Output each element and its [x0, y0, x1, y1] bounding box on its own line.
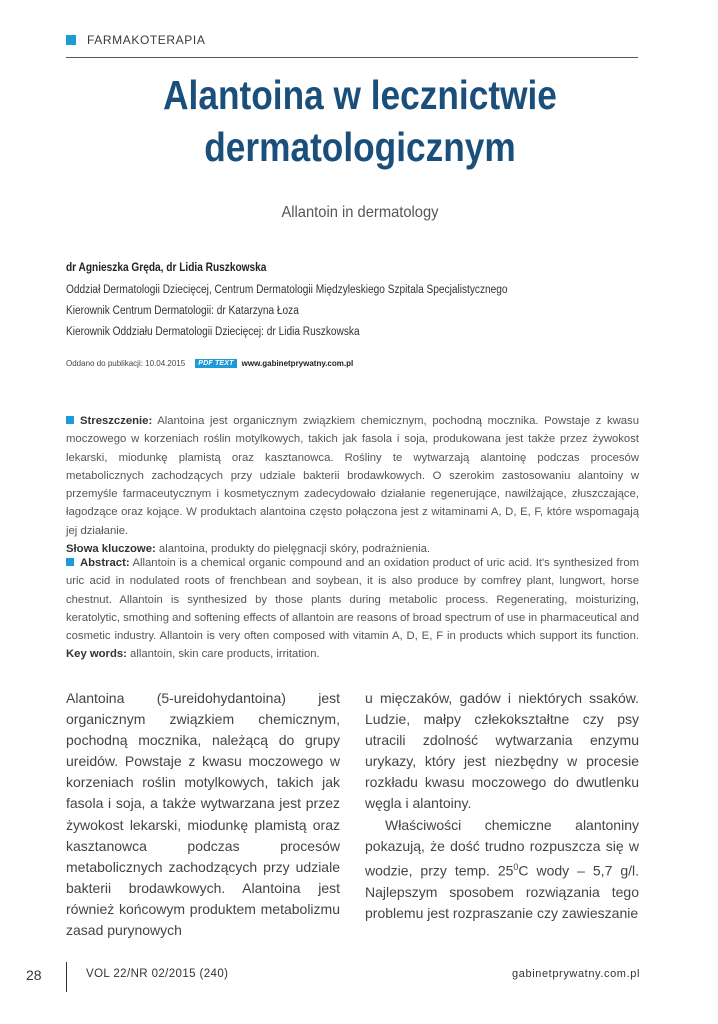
- abstract-polish: [66, 412, 639, 558]
- keywords-pl-label: Słowa kluczowe:: [66, 543, 156, 556]
- abstract-square-icon: [66, 416, 74, 424]
- keywords-pl: alantoina, produkty do pielęgnacji skóry, podrażnienia.: [158, 543, 431, 556]
- abstract-square-icon: [66, 558, 74, 566]
- abstract-en-text: Allantoin is a chemical organic compound and an oxidation product of uric acid. It's synthesized from uric acid in nodulated roots of frenchbean and soybean, it is also produce by comfrey plant, lungwort, horse chestnut. Allantoin is synthesized by those plants during metabolic process. Regenerating, moisturizing, keratolytic, smothing and softening effects of allantoin are reasons of broad spectrum of use in pharmaceutical and cosmetic industry. Allantoin is very often composed with vitamin A, D, E, F in products which support its function.: [66, 557, 640, 643]
- body-paragraph: [365, 815, 639, 924]
- keywords-en-label: Key words:: [66, 648, 127, 661]
- volume-info: VOL 22/NR 02/2015 (240): [86, 968, 229, 980]
- section-label: FARMAKOTERAPIA: [87, 33, 206, 47]
- abstract-english: [66, 554, 639, 664]
- abstract-en-label: Abstract:: [80, 557, 130, 569]
- keywords-en: allantoin, skin care products, irritation.: [130, 648, 320, 661]
- body-paragraph: Alantoina (5-ureidohydantoina) jest organicznym związkiem chemicznym, pochodną mocznika, należącą do grupy ureidów. Powstaje z kwasu moczowego w korzeniach roślin motylkowych, takich jak fasola i soja, a także wytwarzana jest przez żywokost lekarski, miodunkę plamistą oraz kasztanowca podczas procesów metabolicznych zachodzących przy udziale bakterii brodawkowych. Alantoina jest również końcowym produktem metabolizmu zasad purynowych: [66, 690, 340, 939]
- section-square-icon: [66, 35, 76, 45]
- body-right-column: [365, 688, 639, 924]
- footer-website[interactable]: gabinetprywatny.com.pl: [512, 968, 640, 980]
- body-text: C wody – 5,7 g/l. Najlepszym sposobem rozwiązania tego problemu jest rozpraszanie czy zawieszanie: [365, 862, 640, 921]
- website-link[interactable]: www.gabinetprywatny.com.pl: [241, 359, 354, 368]
- affiliation-1: Oddział Dermatologii Dziecięcej, Centrum Dermatologii Międzyleskiego Szpitala Specjalistycznego: [66, 284, 508, 296]
- authors: dr Agnieszka Gręda, dr Lidia Ruszkowska: [66, 262, 267, 274]
- article-title: [85, 69, 635, 173]
- affiliation-3: Kierownik Oddziału Dermatologii Dziecięcej: dr Lidia Ruszkowska: [66, 326, 360, 338]
- body-text: Właściwości chemiczne alantoniny pokazują, że dość trudno rozpuszcza się w wodzie, przy temp. 25: [365, 816, 639, 879]
- header-divider: [66, 57, 638, 58]
- footer-divider: [66, 962, 67, 992]
- section-header: [66, 33, 205, 47]
- body-left-column: [66, 688, 340, 941]
- affiliation-2: Kierownik Centrum Dermatologii: dr Katarzyna Łoza: [66, 305, 299, 317]
- page-number: 28: [26, 967, 42, 983]
- title-line-1: Alantoina w lecznictwie: [163, 72, 557, 118]
- pdf-text-badge: PDF TEXT: [195, 359, 236, 368]
- title-line-2: dermatologicznym: [204, 124, 516, 170]
- publication-info: [66, 359, 353, 368]
- abstract-pl-text: Alantoina jest organicznym związkiem chemicznym, pochodną mocznika. Powstaje z kwasu moczowego w korzeniach roślin motylkowych, takich jak fasola i soja, produkowana jest także przez żywokost lekarski, miodunkę plamistą oraz kasztanowca. Rośliny te wytwarzają alantoinę podczas procesów metabolicznych zachodzących przy udziale bakterii brodawkowych. O szerokim zastosowaniu alantoiny w przemyśle farmaceutycznym i kosmetycznym zadecydowało działanie regenerujące, nawilżające, złuszczające, łagodzące oraz kojące. W produktach alantoina często połączona jest z witaminami A, D, E, F, które wspomagają jej działanie.: [66, 415, 639, 537]
- body-paragraph: u mięczaków, gadów i niektórych ssaków. Ludzie, małpy człekokształtne czy psy utracili zdolność wytwarzania enzymu urykazy, który jest niezbędny w procesie rozkładu kwasu moczowego do dwutlenku węgla i alantoiny.: [365, 690, 639, 812]
- article-subtitle: Allantoin in dermatology: [281, 204, 439, 221]
- degree-superscript: 0: [513, 861, 519, 872]
- abstract-pl-label: Streszczenie:: [80, 415, 153, 427]
- publication-date: Oddano do publikacji: 10.04.2015: [66, 359, 186, 368]
